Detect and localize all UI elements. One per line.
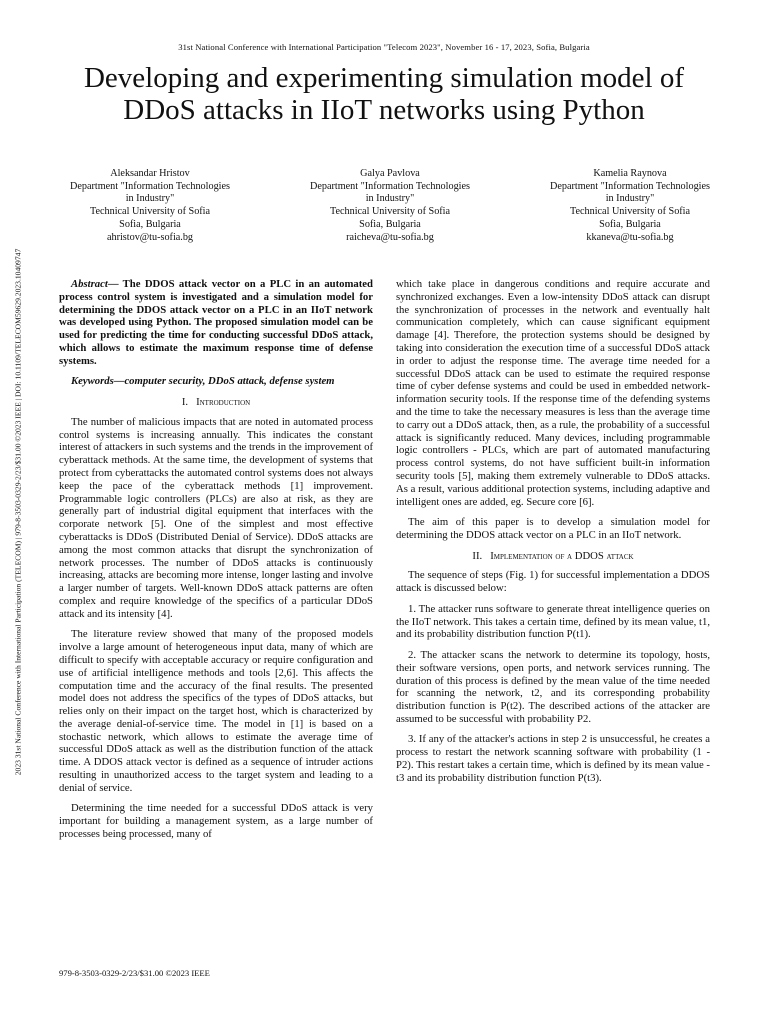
author-university: Technical University of Sofia — [89, 206, 211, 218]
author-city: Sofia, Bulgaria — [599, 218, 661, 230]
left-column — [59, 278, 373, 849]
section-heading-introduction — [59, 396, 373, 409]
author-department: Department "Information Technologies — [310, 180, 470, 192]
title-line-1: Developing and experimenting simulation model of — [83, 62, 684, 94]
right-column — [396, 278, 710, 792]
authors-block — [40, 168, 740, 244]
author-department-cont: in Industry" — [365, 193, 415, 205]
paragraph: which take place in dangerous conditions and require accurate and synchronized exchanges. Even a low-intensity DDoS attack can disrupt the synchronization of processes in the network and eventually halt communication completely, which can cause significant equipment damage [4]. Therefore, the protection systems should be designed by taking into consideration the execution time of a successful DDoS attack in order to adjust the response time. The average time needed for a successful DDoS attack can be used to estimate the required response time of cyber defense systems and could be used in embedded network-information security tools. If the response time of the defending systems and the time to take the necessary measures is less than the average time to carry out a DDoS attack, then, as a rule, the probability of a successful attack is significantly reduced. Many devices, including programmable logic controllers - PLCs, which are part of automated manufacturing process control systems, do not have sufficient built-in information security tools [5], making them extremely vulnerable to DDoS attacks. As a result, various additional protection systems, including adaptive and intelligent ones are added, eg. Secure core [6]. — [396, 278, 710, 508]
section-number: II. — [472, 549, 483, 562]
paragraph: The aim of this paper is to develop a simulation model for determining the DDOS attack vector on a PLC in an IIoT network. — [396, 516, 710, 541]
section-title: Introduction — [196, 395, 251, 408]
author-city: Sofia, Bulgaria — [119, 218, 181, 230]
paragraph: The number of malicious impacts that are noted in automated process control systems is increasing annually. This indicates the constant interest of attackers in such systems and the trends in the improvement of cyberattack methods. At the same time, the development of systems that protect from cyberattacks the automated control systems does not always keep the pace of the cyberattack methods [1] improvement. Programmable logic controllers (PLCs) are also at risk, as they are generally part of industrial digital equipment that interfaces with the corporate network [5]. One of the simplest and most effective cyberattacks is DDoS (Distributed Denial of Service). DDoS attacks are among the most common attacks that disrupt the synchronization of network processes. The number of DDoS attacks is continuously increasing, attacks are becoming more intense, longer lasting and involve a larger number of targets. Well-known DDoS attack patterns are often complex and require knowledge of the specifics of a particular DDoS attack and its intensity [4]. — [59, 415, 374, 620]
author-name: Galya Pavlova — [360, 168, 420, 179]
list-item: 1. The attacker runs software to generate threat intelligence queries on the IIoT network. This takes a certain time, defined by its mean value, t1, and its probability distribution function P(t1). — [396, 602, 710, 641]
copyright-footer: 979-8-3503-0329-2/23/$31.00 ©2023 IEEE — [59, 968, 210, 978]
paper-title — [40, 62, 728, 126]
list-item: 2. The attacker scans the network to determine its topology, hosts, their software versions, open ports, and network services running. The duration of this process is defined by the mean value of the time needed for scanning the network, t2, and its corresponding probability distribution function is P(t2). The described actions of the attacker are assumed to be successful with probability P2. — [396, 648, 710, 725]
section-number: I. — [181, 395, 189, 408]
author-2 — [280, 168, 500, 244]
author-name: Kamelia Raynova — [593, 168, 667, 179]
section-title: Implementation of a DDOS attack — [490, 549, 634, 562]
paragraph: The literature review showed that many of the proposed models involve a large amount of heterogeneous input data, many of which are difficult to specify with acceptable accuracy or require configuration and use of artificial intelligence methods and tools [2,6]. This affects the computation time and the accuracy of the final results. The presented model does not address the specifics of the types of DDoS attacks, but relies only on their impact on the target host, which is characterized by the average denial-of-service time. The model in [1] is based on a stochastic network, which allows to estimate the average time of successful DDoS attack as well as the distribution function of the attack time. A DDOS attack vector is defined as a sequence of intruder actions resulting in unauthorized access to the target system and leading to a denial of service. — [59, 628, 373, 794]
author-department-cont: in Industry" — [125, 193, 175, 205]
author-department: Department "Information Technologies — [70, 180, 230, 192]
author-1 — [40, 168, 260, 244]
author-email[interactable]: raicheva@tu-sofia.bg — [346, 231, 434, 243]
doi-sidebar-text: 2023 31st National Conference with International Participation (TELECOM) | 979-8-3503-0329-2/23/$31.00 ©2023 IEEE | DOI: 10.1109/TELECOM59629.2023.10409747 — [13, 248, 23, 776]
abstract-text: — The DDOS attack vector on a PLC in an automated process control system is investigated and a simulation model for determining the DDOS attack vector on a PLC in an IIoT network was developed using Python. The proposed simulation model can be used for predicting the time for conducting successful DDoS attack, which allows to estimate the maximum response time of defense systems. — [59, 278, 373, 367]
author-university: Technical University of Sofia — [329, 206, 451, 218]
title-line-2: DDoS attacks in IIoT networks using Python — [123, 94, 645, 126]
author-city: Sofia, Bulgaria — [359, 218, 421, 230]
author-3 — [520, 168, 740, 244]
author-department-cont: in Industry" — [605, 193, 655, 205]
section-heading-implementation — [396, 550, 710, 563]
author-name: Aleksandar Hristov — [110, 168, 190, 179]
author-email[interactable]: ahristov@tu-sofia.bg — [106, 231, 194, 243]
author-university: Technical University of Sofia — [569, 206, 691, 218]
paragraph: Determining the time needed for a successful DDoS attack is very important for building a management system, as a large number of processes being processed, many of — [59, 802, 373, 841]
abstract-label: Abstract — [71, 278, 108, 290]
keywords: Keywords—computer security, DDoS attack, defense system — [71, 375, 335, 388]
author-email[interactable]: kkaneva@tu-sofia.bg — [586, 231, 674, 243]
doi-sidebar — [11, 177, 25, 847]
paragraph: The sequence of steps (Fig. 1) for successful implementation a DDOS attack is discussed below: — [396, 569, 710, 595]
list-item: 3. If any of the attacker's actions in step 2 is unsuccessful, he creates a process to restart the network scanning software with probability (1 - P2). This restart takes a certain time, which is defined by its mean value - t3 and its probability distribution function P(t3). — [396, 733, 710, 784]
author-department: Department "Information Technologies — [550, 180, 710, 192]
conference-header: 31st National Conference with International Participation "Telecom 2023", November 16 - 17, 2023, Sofia, Bulgaria — [178, 42, 590, 52]
abstract — [59, 278, 373, 368]
